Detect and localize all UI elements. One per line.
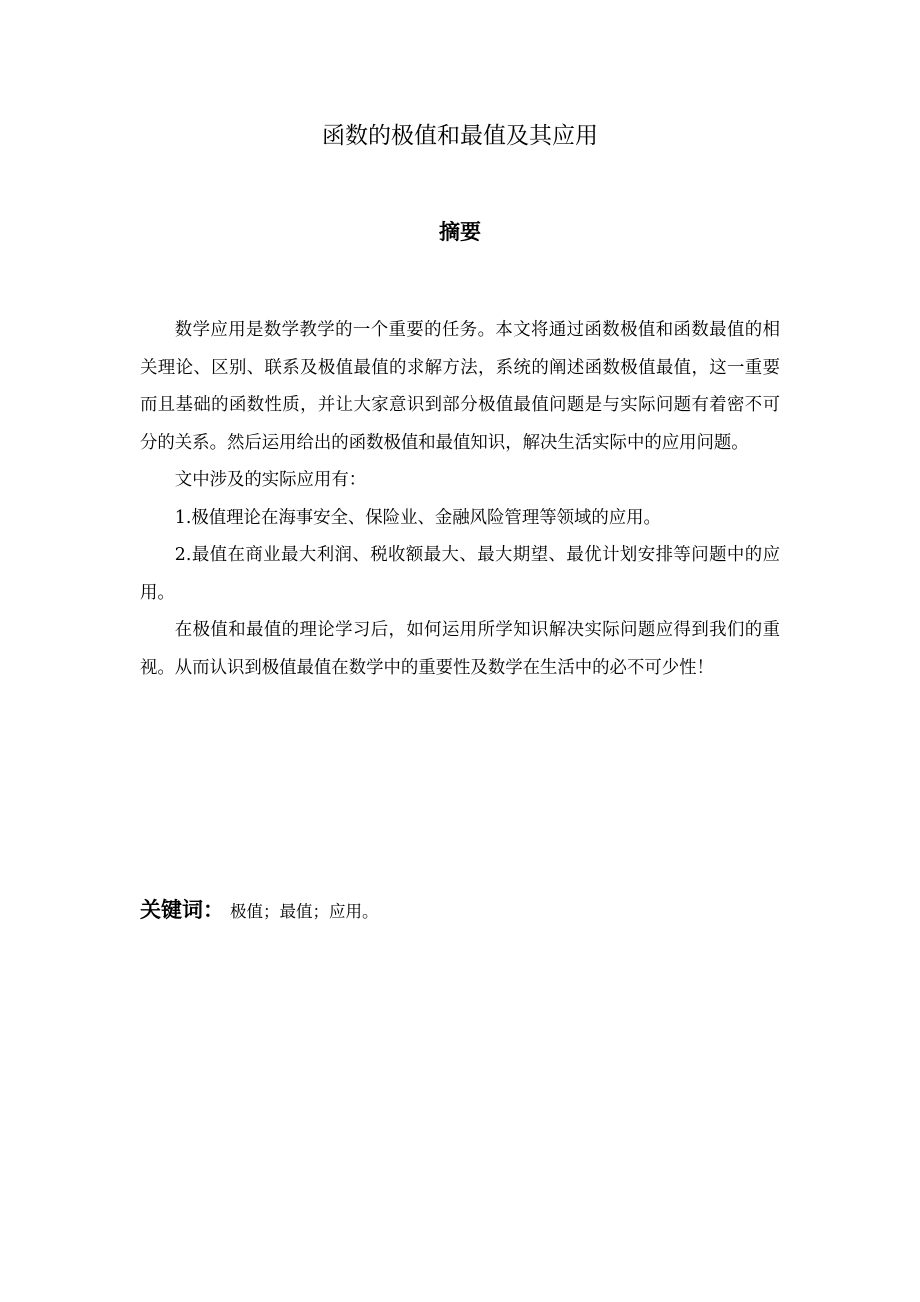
keywords-line — [140, 893, 780, 930]
keywords-values: 极值；最值；应用。 — [230, 902, 379, 921]
abstract-heading: 摘要 — [439, 220, 481, 244]
keywords-label: 关键词： — [140, 898, 224, 922]
abstract-paragraph: 2.最值在商业最大利润、税收额最大、最大期望、最优计划安排等问题中的应用。 — [140, 545, 780, 603]
document-title: 函数的极值和最值及其应用 — [322, 123, 598, 149]
abstract-body — [140, 312, 780, 687]
abstract-paragraph: 1.极值理论在海事安全、保险业、金融风险管理等领域的应用。 — [174, 507, 661, 528]
abstract-paragraph: 数学应用是数学教学的一个重要的任务。本文将通过函数极值和函数最值的相关理论、区别、联系及极值最值的求解方法，系统的阐述函数极值最值，这一重要而且基础的函数性质，并让大家意识到部分极值最值问题是与实际问题有着密不可分的关系。然后运用给出的函数极值和最值知识，解决生活实际中的应用问题。 — [140, 320, 780, 453]
abstract-paragraph: 在极值和最值的理论学习后，如何运用所学知识解决实际问题应得到我们的重视。从而认识到极值最值在数学中的重要性及数学在生活中的必不可少性！ — [140, 620, 780, 678]
abstract-paragraph: 文中涉及的实际应用有： — [174, 470, 367, 490]
